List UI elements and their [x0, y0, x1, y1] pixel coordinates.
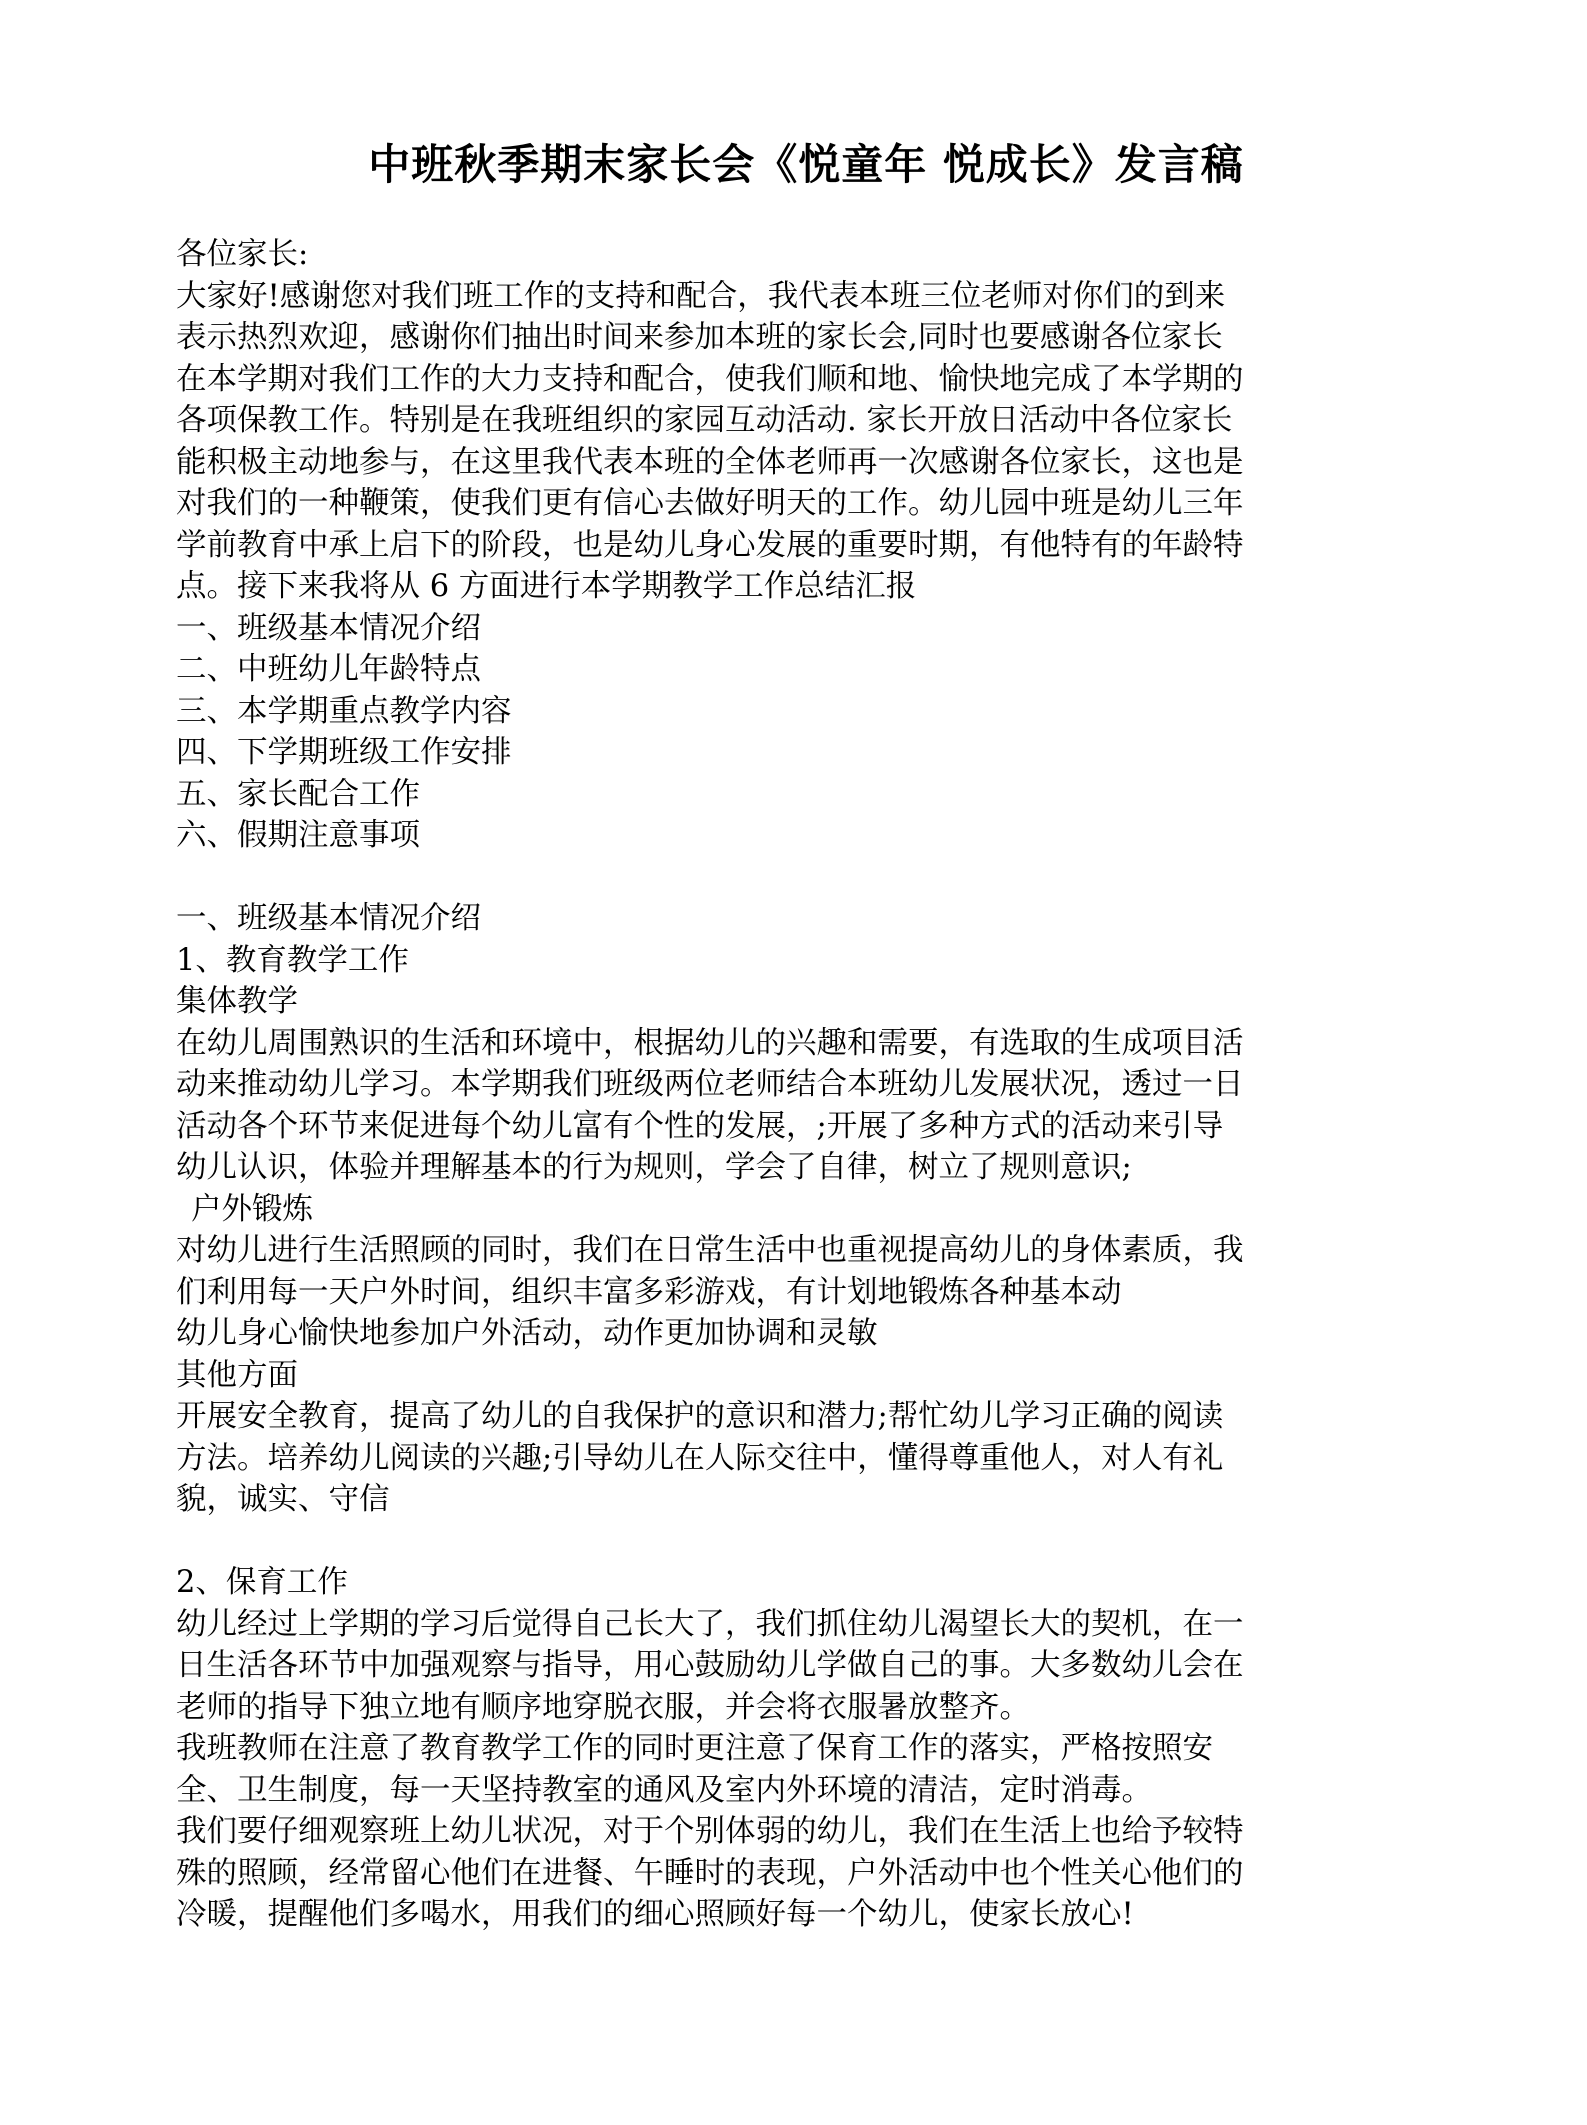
document-line: 在幼儿周围熟识的生活和环境中，根据幼儿的兴趣和需要，有选取的生成项目活	[176, 1025, 1244, 1061]
document-line: 幼儿身心愉快地参加户外活动，动作更加协调和灵敏	[176, 1316, 878, 1352]
document-line: 冷暖，提醒他们多喝水，用我们的细心照顾好每一个幼儿，使家长放心!	[176, 1897, 1134, 1933]
document-line: 殊的照顾，经常留心他们在进餐、午睡时的表现，户外活动中也个性关心他们的	[176, 1855, 1244, 1891]
document-line: 开展安全教育，提高了幼儿的自我保护的意识和潜力;帮忙幼儿学习正确的阅读	[176, 1399, 1224, 1435]
paragraph-spacer	[176, 857, 1435, 899]
document-line: 集体教学	[176, 984, 298, 1020]
document-line: 老师的指导下独立地有顺序地穿脱衣服，并会将衣服暑放整齐。	[176, 1689, 1030, 1725]
document-line: 六、假期注意事项	[176, 818, 420, 854]
document-line: 们利用每一天户外时间，组织丰富多彩游戏，有计划地锻炼各种基本动	[176, 1274, 1122, 1310]
page-title: 中班秋季期末家长会《悦童年 悦成长》发言稿	[368, 140, 1244, 189]
document-line: 幼儿认识，体验并理解基本的行为规则，学会了自律，树立了规则意识;	[176, 1150, 1132, 1186]
document-line: 动来推动幼儿学习。本学期我们班级两位老师结合本班幼儿发展状况，透过一日	[176, 1067, 1244, 1103]
document-line: 四、下学期班级工作安排	[176, 735, 512, 771]
document-line: 点。接下来我将从 6 方面进行本学期教学工作总结汇报	[176, 569, 917, 605]
document-line: 我们要仔细观察班上幼儿状况，对于个别体弱的幼儿，我们在生活上也给予较特	[176, 1814, 1244, 1850]
document-line: 全、卫生制度，每一天坚持教室的通风及室内外环境的清洁，定时消毒。	[176, 1772, 1152, 1808]
document-line: 各位家长:	[176, 237, 309, 273]
document-line: 对我们的一种鞭策，使我们更有信心去做好明天的工作。幼儿园中班是幼儿三年	[176, 486, 1244, 522]
document-line: 其他方面	[176, 1357, 298, 1393]
document-line: 貌，诚实、守信	[176, 1482, 390, 1518]
document-line: 1、教育教学工作	[176, 942, 409, 978]
document-line: 学前教育中承上启下的阶段，也是幼儿身心发展的重要时期，有他特有的年龄特	[176, 527, 1244, 563]
document-line: 方法。培养幼儿阅读的兴趣;引导幼儿在人际交往中，懂得尊重他人，对人有礼	[176, 1440, 1224, 1476]
document-line: 三、本学期重点教学内容	[176, 693, 512, 729]
document-line: 日生活各环节中加强观察与指导，用心鼓励幼儿学做自己的事。大多数幼儿会在	[176, 1648, 1244, 1684]
document-line: 各项保教工作。特别是在我班组织的家园互动活动. 家长开放日活动中各位家长	[176, 403, 1233, 439]
document-line: 大家好!感谢您对我们班工作的支持和配合，我代表本班三位老师对你们的到来	[176, 278, 1226, 314]
document-line: 活动各个环节来促进每个幼儿富有个性的发展，;开展了多种方式的活动来引导	[176, 1108, 1224, 1144]
document-line: 在本学期对我们工作的大力支持和配合，使我们顺和地、愉快地完成了本学期的	[176, 361, 1244, 397]
document-line: 表示热烈欢迎，感谢你们抽出时间来参加本班的家长会,同时也要感谢各位家长	[176, 320, 1223, 356]
document-line: 二、中班幼儿年龄特点	[176, 652, 481, 688]
document-line: 对幼儿进行生活照顾的同时，我们在日常生活中也重视提高幼儿的身体素质，我	[176, 1233, 1244, 1269]
document-line: 五、家长配合工作	[176, 776, 420, 812]
document-line: 2、保育工作	[176, 1565, 348, 1601]
document-line: 幼儿经过上学期的学习后觉得自己长大了，我们抓住幼儿渴望长大的契机，在一	[176, 1606, 1244, 1642]
document-line: 一、班级基本情况介绍	[176, 901, 481, 937]
document-line: 户外锻炼	[191, 1191, 313, 1227]
document-line: 一、班级基本情况介绍	[176, 610, 481, 646]
document-line: 我班教师在注意了教育教学工作的同时更注意了保育工作的落实，严格按照安	[176, 1731, 1213, 1767]
paragraph-spacer	[176, 1521, 1435, 1563]
document-line: 能积极主动地参与，在这里我代表本班的全体老师再一次感谢各位家长，这也是	[176, 444, 1244, 480]
document-body	[0, 234, 1587, 1936]
